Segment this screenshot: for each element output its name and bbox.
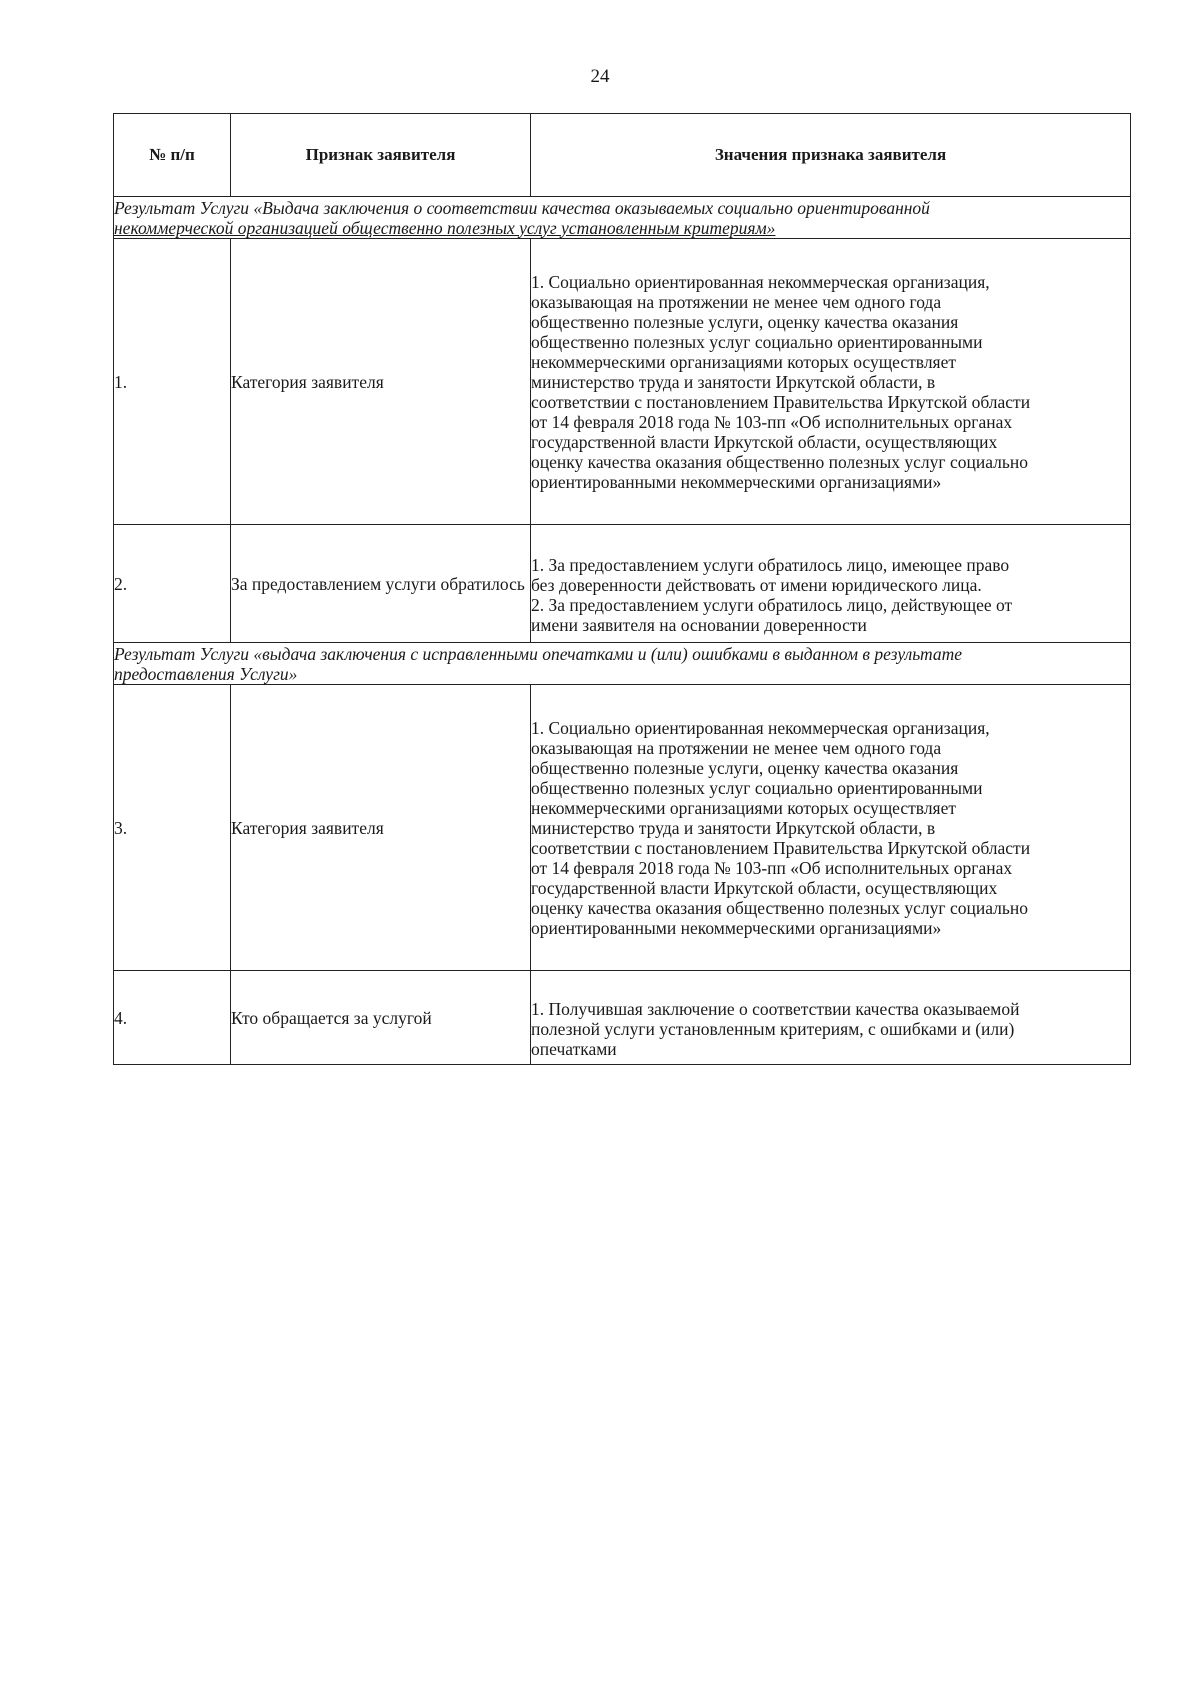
value-line: 1. За предоставлением услуги обратилось лицо, имеющее право <box>531 554 1010 575</box>
header-values: Значения признака заявителя <box>531 114 1131 197</box>
header-num: № п/п <box>114 114 231 197</box>
value-line: оказывающая на протяжении не менее чем одного года <box>531 737 942 758</box>
value-line: соответствии с постановлением Правительства Иркутской области <box>531 391 1031 412</box>
row-values <box>531 685 1131 971</box>
value-line: от 14 февраля 2018 года № 103-пп «Об исполнительных органах <box>531 411 1013 432</box>
row-attribute: Категория заявителя <box>231 685 531 971</box>
section-title-line: предоставления Услуги» <box>114 663 298 684</box>
page-number: 24 <box>590 66 610 87</box>
value-line: 1. Социально ориентированная некоммерческая организация, <box>531 717 990 738</box>
value-line: ориентированными некоммерческими организациями» <box>531 917 942 938</box>
section-title-line: Результат Услуги «Выдача заключения о соответствии качества оказываемых социально ориентированной <box>114 197 930 218</box>
value-line: оценку качества оказания общественно полезных услуг социально <box>531 451 1028 472</box>
value-line: без доверенности действовать от имени юридического лица. <box>531 574 982 595</box>
value-line: оказывающая на протяжении не менее чем одного года <box>531 291 942 312</box>
value-line: государственной власти Иркутской области, осуществляющих <box>531 877 998 898</box>
section-title <box>114 197 1131 239</box>
section-title-line: некоммерческой организацией общественно полезных услуг установленным критериям» <box>114 217 776 238</box>
row-number: 2. <box>114 525 231 643</box>
value-line: оценку качества оказания общественно полезных услуг социально <box>531 897 1028 918</box>
value-line: общественно полезных услуг социально ориентированными <box>531 777 983 798</box>
row-values <box>531 971 1131 1065</box>
value-line: министерство труда и занятости Иркутской области, в <box>531 817 936 838</box>
row-attribute: За предоставлением услуги обратилось <box>231 525 531 643</box>
value-line: государственной власти Иркутской области, осуществляющих <box>531 431 998 452</box>
row-number: 1. <box>114 239 231 525</box>
row-attribute: Категория заявителя <box>231 239 531 525</box>
table-row <box>114 239 1131 525</box>
table-row <box>114 685 1131 971</box>
row-number: 3. <box>114 685 231 971</box>
section-row <box>114 197 1131 239</box>
row-values <box>531 525 1131 643</box>
value-line: общественно полезные услуги, оценку качества оказания <box>531 757 959 778</box>
row-number: 4. <box>114 971 231 1065</box>
value-line: полезной услуги установленным критериям, с ошибками и (или) <box>531 1018 1015 1039</box>
value-line: соответствии с постановлением Правительства Иркутской области <box>531 837 1031 858</box>
section-title-line: Результат Услуги «выдача заключения с исправленными опечатками и (или) ошибками в выданном в результате <box>114 643 963 664</box>
row-values <box>531 239 1131 525</box>
value-line: опечатками <box>531 1038 617 1059</box>
value-line: общественно полезных услуг социально ориентированными <box>531 331 983 352</box>
header-attribute: Признак заявителя <box>231 114 531 197</box>
table-row <box>114 971 1131 1065</box>
value-line: имени заявителя на основании доверенности <box>531 614 867 635</box>
applicant-attributes-table <box>113 113 1131 1065</box>
section-title <box>114 643 1131 685</box>
table-header-row <box>114 114 1131 197</box>
value-line: ориентированными некоммерческими организациями» <box>531 471 942 492</box>
value-line: 1. Социально ориентированная некоммерческая организация, <box>531 271 990 292</box>
value-line: некоммерческими организациями которых осуществляет <box>531 797 957 818</box>
row-attribute: Кто обращается за услугой <box>231 971 531 1065</box>
section-row <box>114 643 1131 685</box>
value-line: министерство труда и занятости Иркутской области, в <box>531 371 936 392</box>
value-line: от 14 февраля 2018 года № 103-пп «Об исполнительных органах <box>531 857 1013 878</box>
value-line: общественно полезные услуги, оценку качества оказания <box>531 311 959 332</box>
value-line: 2. За предоставлением услуги обратилось лицо, действующее от <box>531 594 1013 615</box>
value-line: некоммерческими организациями которых осуществляет <box>531 351 957 372</box>
value-line: 1. Получившая заключение о соответствии качества оказываемой <box>531 998 1020 1019</box>
table-row <box>114 525 1131 643</box>
